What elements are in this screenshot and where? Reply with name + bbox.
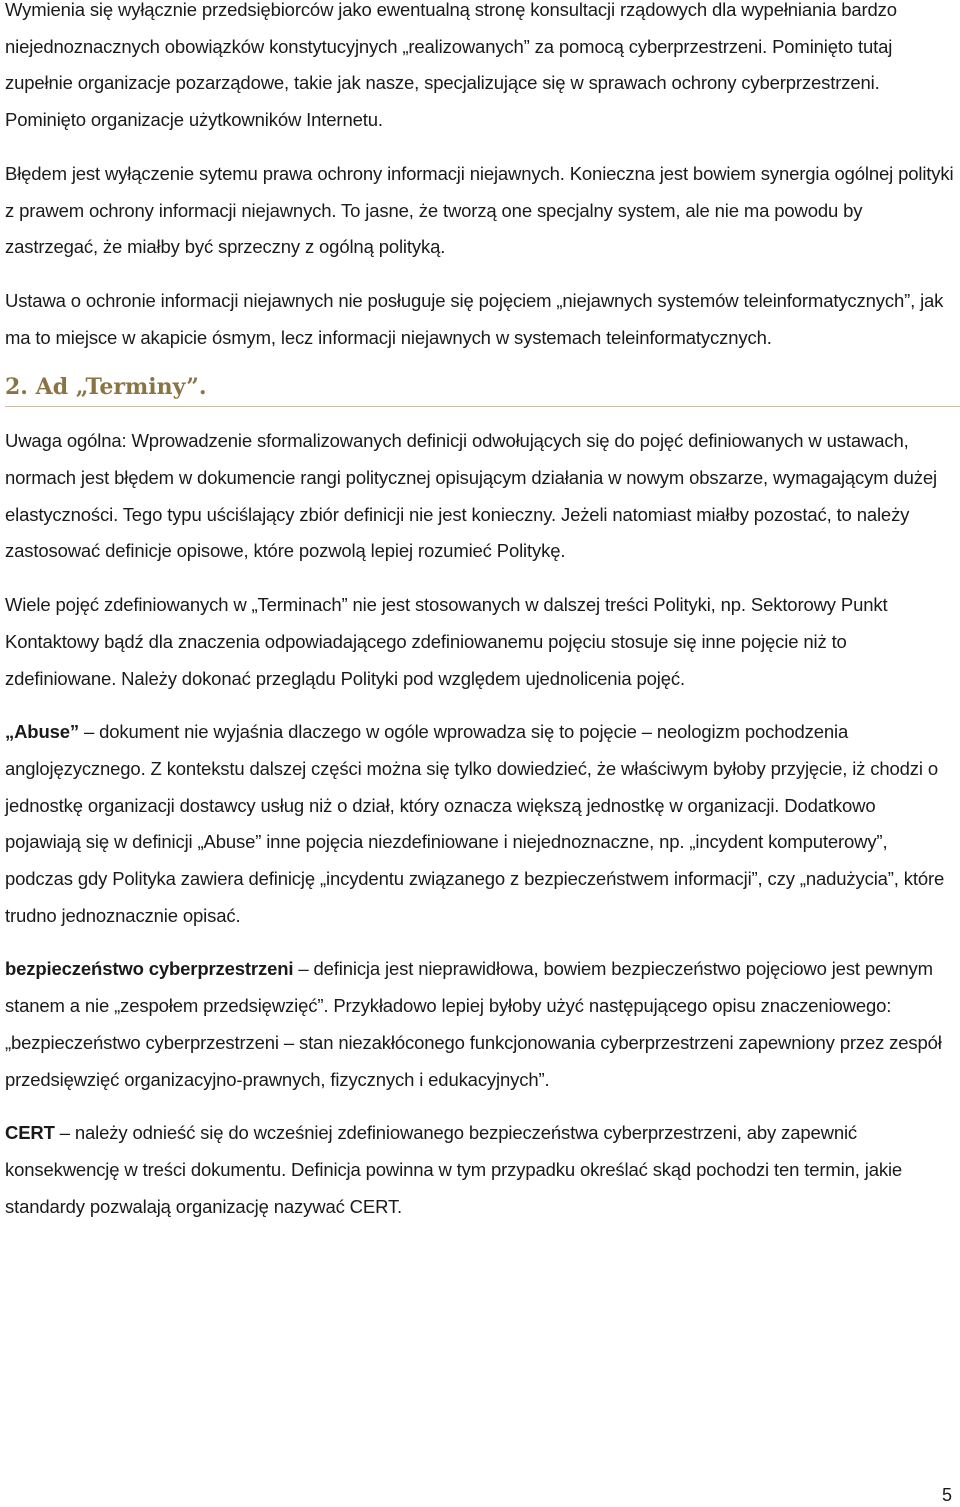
abuse-definition-text: – dokument nie wyjaśnia dlaczego w ogóle wprowadza się to pojęcie – neologizm pochodzenia anglojęzycznego. Z kontekstu dalszej części można się tylko dowiedzieć, że właściwym byłoby przyjęcie, iż chodzi o jednostkę organizacji dostawcy usług niż o dział, który oznacza większą jednostkę w organizacji. Dodatkowo pojawiają się w definicji „Abuse” inne pojęcia niezdefiniowane i niejednoznaczne, np. „incydent komputerowy”, podczas gdy Polityka zawiera definicję „incydentu związanego z bezpieczeństwem informacji”, czy „nadużycia”, które trudno jednoznacznie opisać. (5, 721, 945, 926)
spacer (5, 697, 955, 714)
paragraph-act-on-classified-info: Ustawa o ochronie informacji niejawnych nie posługuje się pojęciem „niejawnych systemów teleinformatycznych”, jak ma to miejsce w akapicie ósmym, lecz informacji niejawnych w systemach teleinformatycznych. (5, 289, 944, 348)
cert-definition-text: – należy odnieść się do wcześniej zdefiniowanego bezpieczeństwa cyberprzestrzeni, aby zapewnić konsekwencję w treści dokumentu. Definicja powinna w tym przypadku określać skąd pochodzi ten termin, jakie standardy pozwalają organizację nazywać CERT. (5, 1122, 903, 1217)
paragraph-classified-info-system: Błędem jest wyłączenie sytemu prawa ochrony informacji niejawnych. Konieczna jest bowiem synergia ogólnej polityki z prawem ochrony informacji niejawnych. To jasne, że tworzą one specjalny system, ale nie ma powodu by zastrzegać, że miałby być sprzeczny z ogólną polityką. (5, 162, 954, 258)
spacer (5, 934, 955, 951)
term-cyberspace-security: bezpieczeństwo cyberprzestrzeni (5, 958, 294, 980)
section-heading: 2. Ad „Terminy”. (5, 374, 207, 401)
heading-underline (5, 406, 960, 407)
paragraph-general-remark: Uwaga ogólna: Wprowadzenie sformalizowanych definicji odwołujących się do pojęć definiowanych w ustawach, normach jest błędem w dokumencie rangi politycznej opisującym działania w nowym obszarze, wymagającym dużej elastyczności. Tego typu uściślający zbiór definicji nie jest konieczny. Jeżeli natomiast miałby pozostać, to należy zastosować definicje opisowe, które pozwolą lepiej rozumieć Politykę. (5, 430, 937, 562)
document-page (5, 0, 955, 1225)
term-cert: CERT (5, 1122, 55, 1144)
page-number: 5 (941, 1485, 952, 1505)
term-abuse: „Abuse” (5, 721, 79, 743)
paragraph-consultations: Wymienia się wyłącznie przedsiębiorców jako ewentualną stronę konsultacji rządowych dla wypełniania bardzo niejednoznacznych obowiązków konstytucyjnych „realizowanych” za pomocą cyberprzestrzeni. Pominięto tutaj zupełnie organizacje pozarządowe, takie jak nasze, specjalizujące się w sprawach ochrony cyberprzestrzeni. Pominięto organizacje użytkowników Internetu. (5, 0, 897, 131)
paragraph-cyberspace-security-definition (5, 951, 955, 1098)
paragraph-cert-definition (5, 1115, 955, 1225)
paragraph-unused-terms: Wiele pojęć zdefiniowanych w „Terminach” nie jest stosowanych w dalszej treści Polityki, np. Sektorowy Punkt Kontaktowy bądź dla znaczenia odpowiadającego zdefiniowanemu pojęciu stosuje się inne pojęcie niż to zdefiniowane. Należy dokonać przeglądu Polityki pod względem ujednolicenia pojęć. (5, 594, 888, 689)
paragraph-abuse-definition (5, 714, 955, 934)
spacer (5, 570, 955, 587)
cyberspace-security-definition-text: – definicja jest nieprawidłowa, bowiem bezpieczeństwo pojęciowo jest pewnym stanem a nie „zespołem przedsięwzięć”. Przykładowo lepiej byłoby użyć następującego opisu znaczeniowego: „bezpieczeństwo cyberprzestrzeni – stan niezakłóconego funkcjonowania cyberprzestrzeni zapewniony przez zespół przedsięwzięć organizacyjno-prawnych, fizycznych i edukacyjnych”. (5, 958, 942, 1090)
spacer (5, 1098, 955, 1115)
spacer (5, 139, 955, 156)
spacer (5, 356, 955, 368)
spacer (5, 266, 955, 283)
